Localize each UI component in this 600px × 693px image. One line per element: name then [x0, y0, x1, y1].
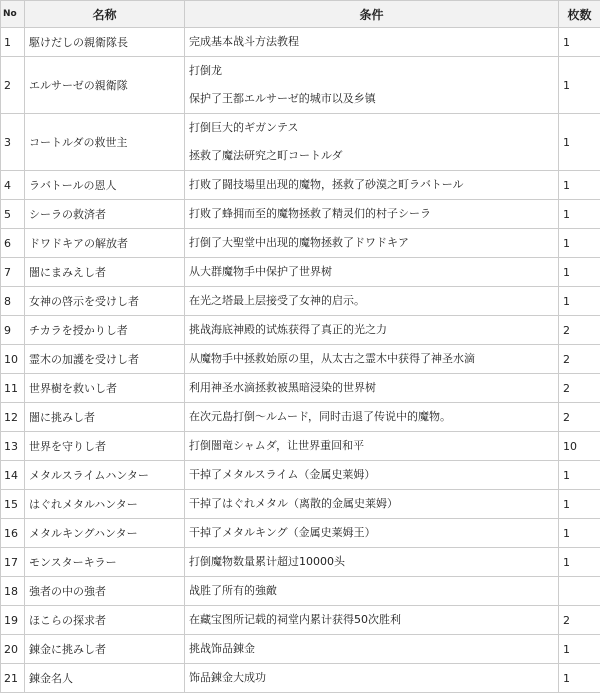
medal-count: 1 [559, 229, 600, 258]
achievement-condition [185, 171, 559, 200]
achievement-condition [185, 316, 559, 345]
achievement-name: ドワドキアの解放者 [25, 229, 185, 258]
condition-line: 干掉了メタルスライム（金属史莱姆） [189, 461, 554, 489]
achievement-name: ほこらの探求者 [25, 606, 185, 635]
condition-line: 完成基本战斗方法教程 [189, 28, 554, 56]
condition-line: 在次元島打倒～ルムード，同时击退了传说中的魔物。 [189, 403, 554, 431]
condition-line: 保护了王都エルサーゼ的城市以及乡镇 [189, 85, 554, 113]
condition-line: 打败了闘技場里出现的魔物，拯救了砂漠之町ラバトール [189, 171, 554, 199]
table-row [1, 635, 600, 664]
medal-count: 1 [559, 519, 600, 548]
achievement-condition [185, 345, 559, 374]
condition-line: 打倒巨大的ギガンテス [189, 114, 554, 142]
achievement-name: メタルキングハンター [25, 519, 185, 548]
medal-count: 1 [559, 200, 600, 229]
condition-line: 打倒龙 [189, 57, 554, 85]
medal-count: 1 [559, 287, 600, 316]
achievement-name: 錬金名人 [25, 664, 185, 693]
row-number: 6 [1, 229, 25, 258]
table-row [1, 57, 600, 114]
condition-line: 在光之塔最上层接受了女神的启示。 [189, 287, 554, 315]
achievement-condition [185, 374, 559, 403]
achievement-condition [185, 28, 559, 57]
medal-count [559, 577, 600, 606]
medal-count: 1 [559, 28, 600, 57]
table-row [1, 490, 600, 519]
table-row [1, 316, 600, 345]
condition-line: 打败了蜂拥而至的魔物拯救了精灵们的村子シーラ [189, 200, 554, 228]
achievement-name: シーラの救済者 [25, 200, 185, 229]
condition-line: 干掉了メタルキング（金属史莱姆王） [189, 519, 554, 547]
table-row [1, 287, 600, 316]
condition-line: 拯救了魔法研究之町コートルダ [189, 142, 554, 170]
achievement-condition [185, 548, 559, 577]
table-row [1, 200, 600, 229]
medal-count: 2 [559, 403, 600, 432]
medal-count: 1 [559, 461, 600, 490]
achievement-name: メタルスライムハンター [25, 461, 185, 490]
condition-line: 挑战海底神殿的试炼获得了真正的光之力 [189, 316, 554, 344]
table-row [1, 258, 600, 287]
medal-count: 1 [559, 258, 600, 287]
condition-line: 打倒魔物数量累计超过10000头 [189, 548, 554, 576]
table-row [1, 403, 600, 432]
row-number: 9 [1, 316, 25, 345]
row-number: 18 [1, 577, 25, 606]
achievement-condition [185, 200, 559, 229]
header-count: 枚数 [559, 1, 600, 28]
achievement-condition [185, 577, 559, 606]
header-condition: 条件 [185, 1, 559, 28]
achievement-name: 錬金に挑みし者 [25, 635, 185, 664]
achievement-name: はぐれメタルハンター [25, 490, 185, 519]
achievement-name: 強者の中の強者 [25, 577, 185, 606]
row-number: 17 [1, 548, 25, 577]
achievement-name: チカラを授かりし者 [25, 316, 185, 345]
achievement-condition [185, 606, 559, 635]
condition-line: 在藏宝图所记载的祠堂内累计获得50次胜利 [189, 606, 554, 634]
condition-line: 从大群魔物手中保护了世界树 [189, 258, 554, 286]
table-row [1, 664, 600, 693]
header-row [1, 1, 600, 28]
row-number: 1 [1, 28, 25, 57]
achievement-condition [185, 664, 559, 693]
achievement-condition [185, 287, 559, 316]
table-row [1, 548, 600, 577]
achievement-condition [185, 258, 559, 287]
row-number: 21 [1, 664, 25, 693]
condition-line: 战胜了所有的強敵 [189, 577, 554, 605]
table-row [1, 345, 600, 374]
condition-line: 挑战饰品錬金 [189, 635, 554, 663]
row-number: 16 [1, 519, 25, 548]
table-row [1, 114, 600, 171]
condition-line: 利用神圣水滴拯救被黑暗浸染的世界树 [189, 374, 554, 402]
condition-line: 干掉了はぐれメタル（离散的金属史莱姆） [189, 490, 554, 518]
achievement-condition [185, 57, 559, 114]
condition-line: 从魔物手中拯救始原の里，从太古之霊木中获得了神圣水滴 [189, 345, 554, 373]
achievement-name: 闇にまみえし者 [25, 258, 185, 287]
medal-count: 2 [559, 345, 600, 374]
achievement-condition [185, 519, 559, 548]
medal-count: 2 [559, 606, 600, 635]
table-row [1, 374, 600, 403]
table-row [1, 461, 600, 490]
medal-count: 1 [559, 635, 600, 664]
table-row [1, 606, 600, 635]
achievement-name: 世界樹を救いし者 [25, 374, 185, 403]
row-number: 5 [1, 200, 25, 229]
row-number: 12 [1, 403, 25, 432]
medal-count: 2 [559, 374, 600, 403]
medal-count: 1 [559, 548, 600, 577]
row-number: 3 [1, 114, 25, 171]
achievement-name: 霊木の加護を受けし者 [25, 345, 185, 374]
medal-count: 1 [559, 171, 600, 200]
condition-line: 打倒了大聖堂中出现的魔物拯救了ドワドキア [189, 229, 554, 257]
achievement-condition [185, 461, 559, 490]
table-row [1, 28, 600, 57]
table-row [1, 432, 600, 461]
achievement-name: 女神の啓示を受けし者 [25, 287, 185, 316]
medal-count: 10 [559, 432, 600, 461]
medal-count: 2 [559, 316, 600, 345]
achievement-name: 駆けだしの親衛隊長 [25, 28, 185, 57]
achievement-condition [185, 229, 559, 258]
table-row [1, 577, 600, 606]
row-number: 10 [1, 345, 25, 374]
achievement-name: モンスターキラー [25, 548, 185, 577]
achievement-name: コートルダの救世主 [25, 114, 185, 171]
table-row [1, 171, 600, 200]
medal-count: 1 [559, 57, 600, 114]
row-number: 13 [1, 432, 25, 461]
row-number: 15 [1, 490, 25, 519]
header-no: No [1, 1, 25, 28]
achievement-name: エルサーゼの親衛隊 [25, 57, 185, 114]
achievement-condition [185, 635, 559, 664]
condition-line: 饰品錬金大成功 [189, 664, 554, 692]
achievement-name: ラバトールの恩人 [25, 171, 185, 200]
achievement-condition [185, 403, 559, 432]
achievement-name: 世界を守りし者 [25, 432, 185, 461]
achievement-name: 闇に挑みし者 [25, 403, 185, 432]
row-number: 4 [1, 171, 25, 200]
achievement-condition [185, 114, 559, 171]
table-row [1, 229, 600, 258]
condition-line: 打倒闇竜シャムダ，让世界重回和平 [189, 432, 554, 460]
row-number: 8 [1, 287, 25, 316]
row-number: 14 [1, 461, 25, 490]
header-name: 名称 [25, 1, 185, 28]
row-number: 19 [1, 606, 25, 635]
medal-count: 1 [559, 114, 600, 171]
medal-count: 1 [559, 664, 600, 693]
row-number: 11 [1, 374, 25, 403]
row-number: 2 [1, 57, 25, 114]
table-row [1, 519, 600, 548]
row-number: 7 [1, 258, 25, 287]
achievement-condition [185, 490, 559, 519]
achievement-condition [185, 432, 559, 461]
medal-count: 1 [559, 490, 600, 519]
row-number: 20 [1, 635, 25, 664]
table-body [1, 28, 600, 693]
